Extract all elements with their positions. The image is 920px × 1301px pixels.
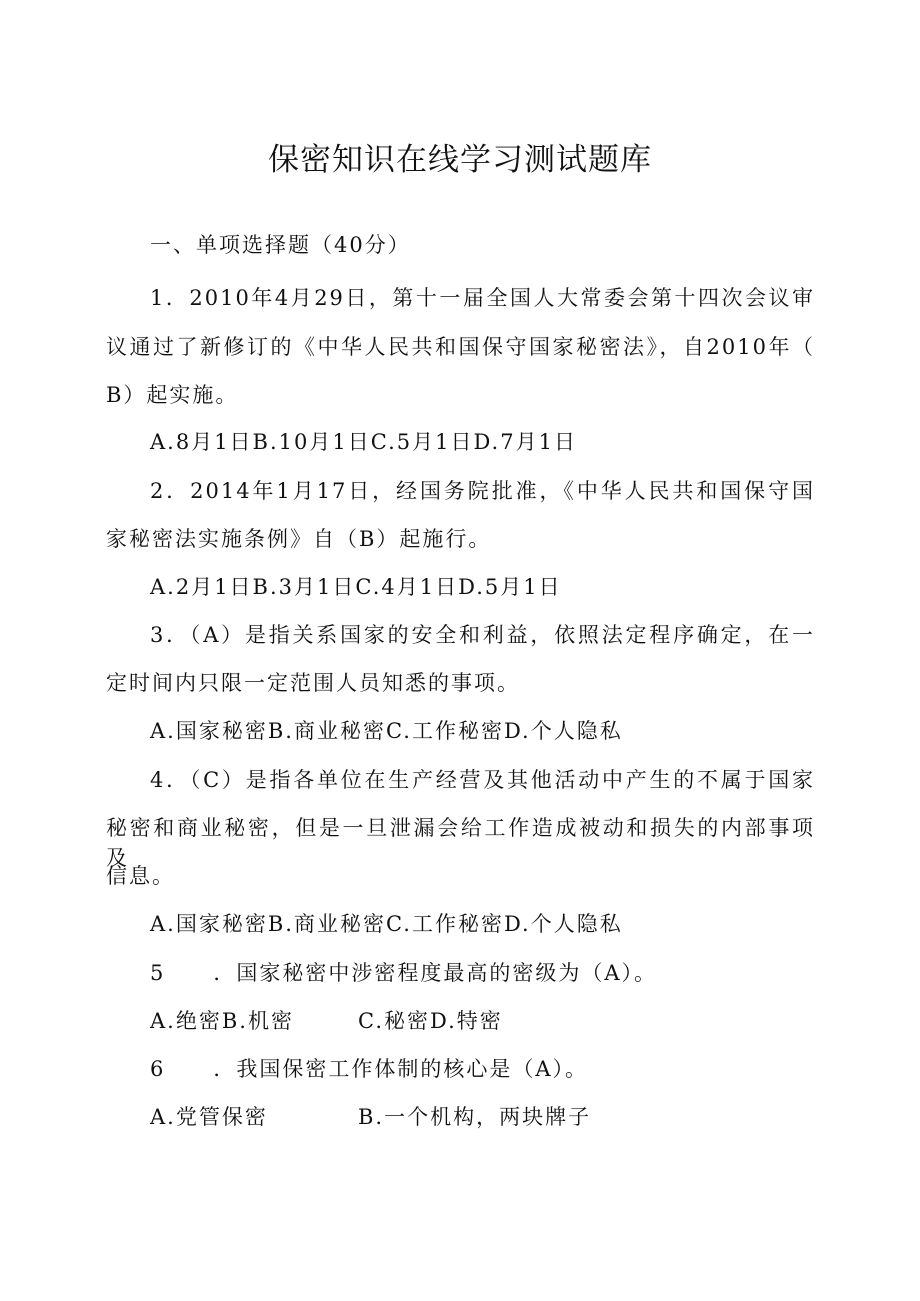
question-5-text: ．国家秘密中涉密程度最高的密级为（A）。: [213, 961, 658, 985]
question-5-options-b: C.秘密D.特密: [358, 1009, 503, 1033]
section-heading: 一、单项选择题（40分）: [150, 233, 411, 257]
document-title: 保密知识在线学习测试题库: [268, 142, 652, 178]
question-3-options: A.国家秘密B.商业秘密C.工作秘密D.个人隐私: [150, 719, 623, 743]
question-6-line: [150, 1054, 588, 1084]
question-2-line-1: 2．2014年1月17日，经国务院批准，《中华人民共和国保守国: [150, 479, 815, 503]
question-2-line-2: 家秘密法实施条例》自（B）起施行。: [106, 527, 492, 551]
question-1-line-2: 议通过了新修订的《中华人民共和国保守国家秘密法》，自2010年（: [106, 335, 815, 359]
question-4-line-1: 4．（C）是指各单位在生产经营及其他活动中产生的不属于国家: [150, 768, 815, 792]
question-2-options: A.2月1日B.3月1日C.4月1日D.5月1日: [150, 575, 562, 599]
question-1-line-1: 1．2010年4月29日，第十一届全国人大常委会第十四次会议审: [150, 286, 815, 310]
question-6-text: ．我国保密工作体制的核心是（A）。: [213, 1057, 589, 1081]
question-6-number: 6: [150, 1057, 166, 1081]
question-1-line-3: B）起实施。: [106, 383, 239, 407]
question-5-options-a: A.绝密B.机密: [150, 1009, 294, 1033]
question-4-line-3: 信息。: [106, 864, 175, 888]
question-5-number: 5: [150, 961, 166, 985]
question-3-line-2: 定时间内只限一定范围人员知悉的事项。: [106, 671, 520, 695]
question-1-options: A.8月1日B.10月1日C.5月1日D.7月1日: [150, 430, 577, 454]
question-4-options: A.国家秘密B.商业秘密C.工作秘密D.个人隐私: [150, 912, 623, 936]
question-3-line-1: 3．（A）是指关系国家的安全和利益，依照法定程序确定，在一: [150, 623, 815, 647]
question-6-options-a: A.党管保密: [150, 1105, 268, 1129]
question-5-line: [150, 958, 657, 988]
question-4-line-2: 秘密和商业秘密，但是一旦泄漏会给工作造成被动和损失的内部事项及: [106, 816, 815, 870]
question-6-options-b: B.一个机构，两块牌子: [358, 1105, 592, 1129]
